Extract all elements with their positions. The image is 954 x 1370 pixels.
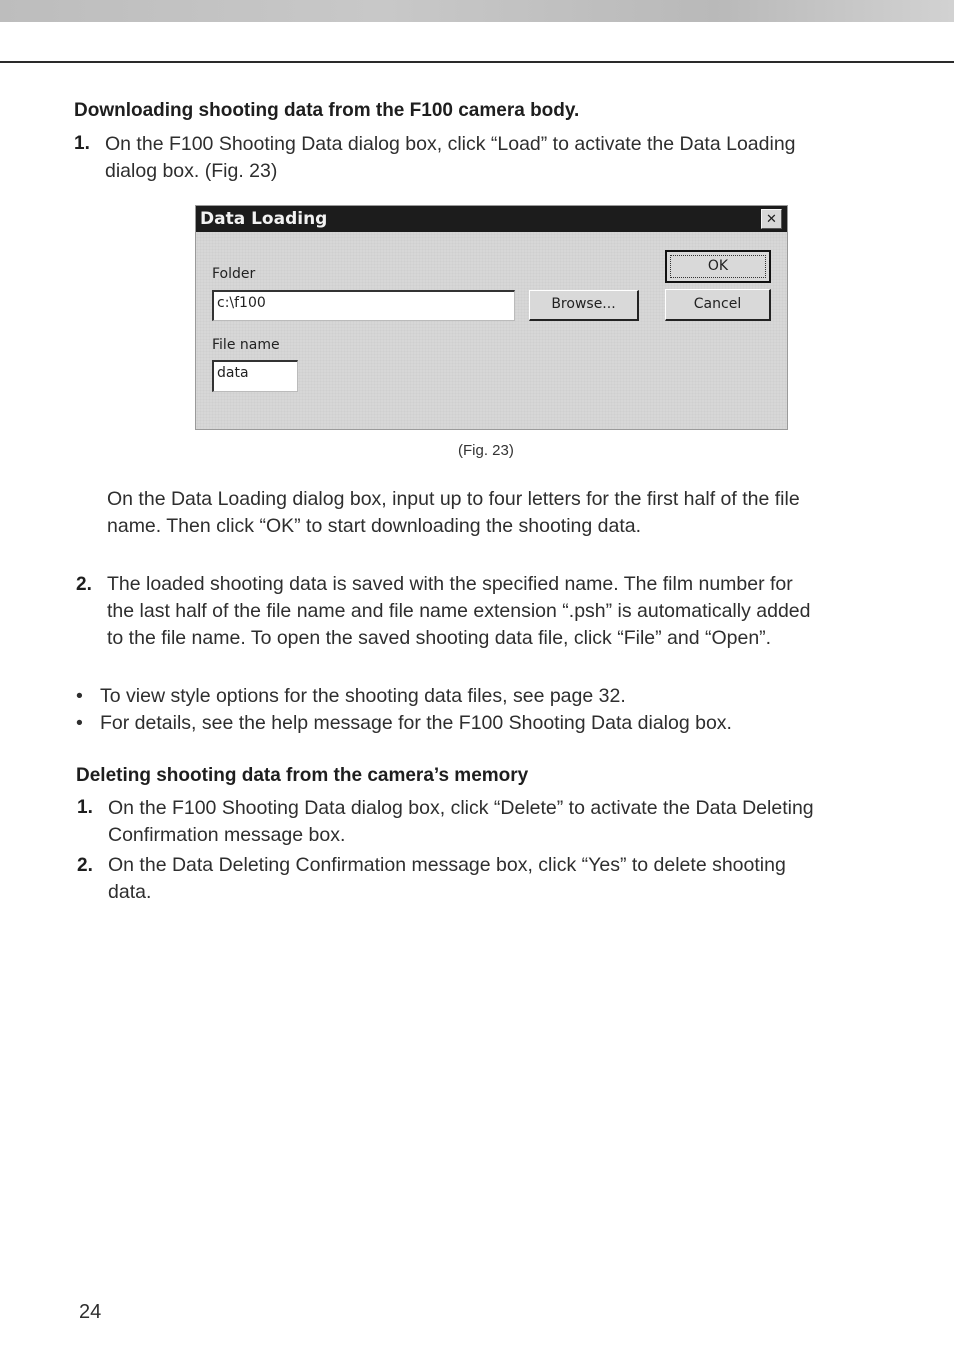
ok-button-label: OK [707, 258, 729, 274]
folder-input[interactable]: c:\f100 [212, 290, 515, 321]
data-loading-dialog [195, 205, 788, 430]
top-band [0, 0, 954, 22]
bullet-dot-icon: • [76, 685, 83, 707]
step-text-line: Confirmation message box. [108, 824, 346, 846]
top-rule [0, 61, 954, 63]
step-number: 1. [74, 133, 90, 154]
paragraph-after-figure [107, 486, 800, 540]
step-text-line: the last half of the file name and file name extension “.psh” is automatically added [107, 600, 811, 622]
step-text-line: to the file name. To open the saved shooting data file, click “File” and “Open”. [107, 627, 772, 649]
step-text-line: The loaded shooting data is saved with the specified name. The film number for [107, 573, 793, 595]
step-text-line: On the F100 Shooting Data dialog box, click “Delete” to activate the Data Deleting [108, 797, 814, 819]
figure-caption: (Fig. 23) [458, 442, 514, 459]
bullet-text: To view style options for the shooting data files, see page 32. [100, 685, 626, 707]
browse-button[interactable]: Browse... [529, 290, 639, 321]
dialog-title: Data Loading [200, 209, 328, 229]
step-text-line: dialog box. (Fig. 23) [105, 160, 278, 182]
bullet-item [76, 683, 626, 710]
paragraph-line: name. Then click “OK” to start downloading the shooting data. [107, 515, 642, 537]
ok-button[interactable] [665, 250, 771, 283]
paragraph-line: On the Data Loading dialog box, input up to four letters for the first half of the file [107, 488, 800, 510]
step-text-line: On the Data Deleting Confirmation message box, click “Yes” to delete shooting [108, 854, 786, 876]
step-number: 2. [77, 855, 93, 876]
step-text [105, 131, 796, 185]
bullet-item [76, 710, 732, 737]
step-text-line: data. [108, 881, 152, 903]
step-text [108, 852, 786, 906]
step-text-line: On the F100 Shooting Data dialog box, click “Load” to activate the Data Loading [105, 133, 796, 155]
folder-label: Folder [212, 266, 256, 282]
bullet-dot-icon: • [76, 712, 83, 734]
close-icon[interactable]: ✕ [761, 209, 782, 229]
step-number: 2. [76, 574, 92, 595]
step-text [107, 571, 811, 652]
step-text [108, 795, 814, 849]
bullet-text: For details, see the help message for the F100 Shooting Data dialog box. [100, 712, 732, 734]
dialog-titlebar [196, 206, 787, 232]
file-name-input[interactable]: data [212, 360, 298, 392]
file-name-label: File name [212, 337, 280, 353]
step-number: 1. [77, 797, 93, 818]
section-heading-deleting: Deleting shooting data from the camera’s memory [76, 765, 529, 786]
cancel-button[interactable]: Cancel [665, 289, 771, 321]
page-number: 24 [79, 1301, 102, 1323]
section-heading-downloading: Downloading shooting data from the F100 camera body. [74, 100, 580, 121]
